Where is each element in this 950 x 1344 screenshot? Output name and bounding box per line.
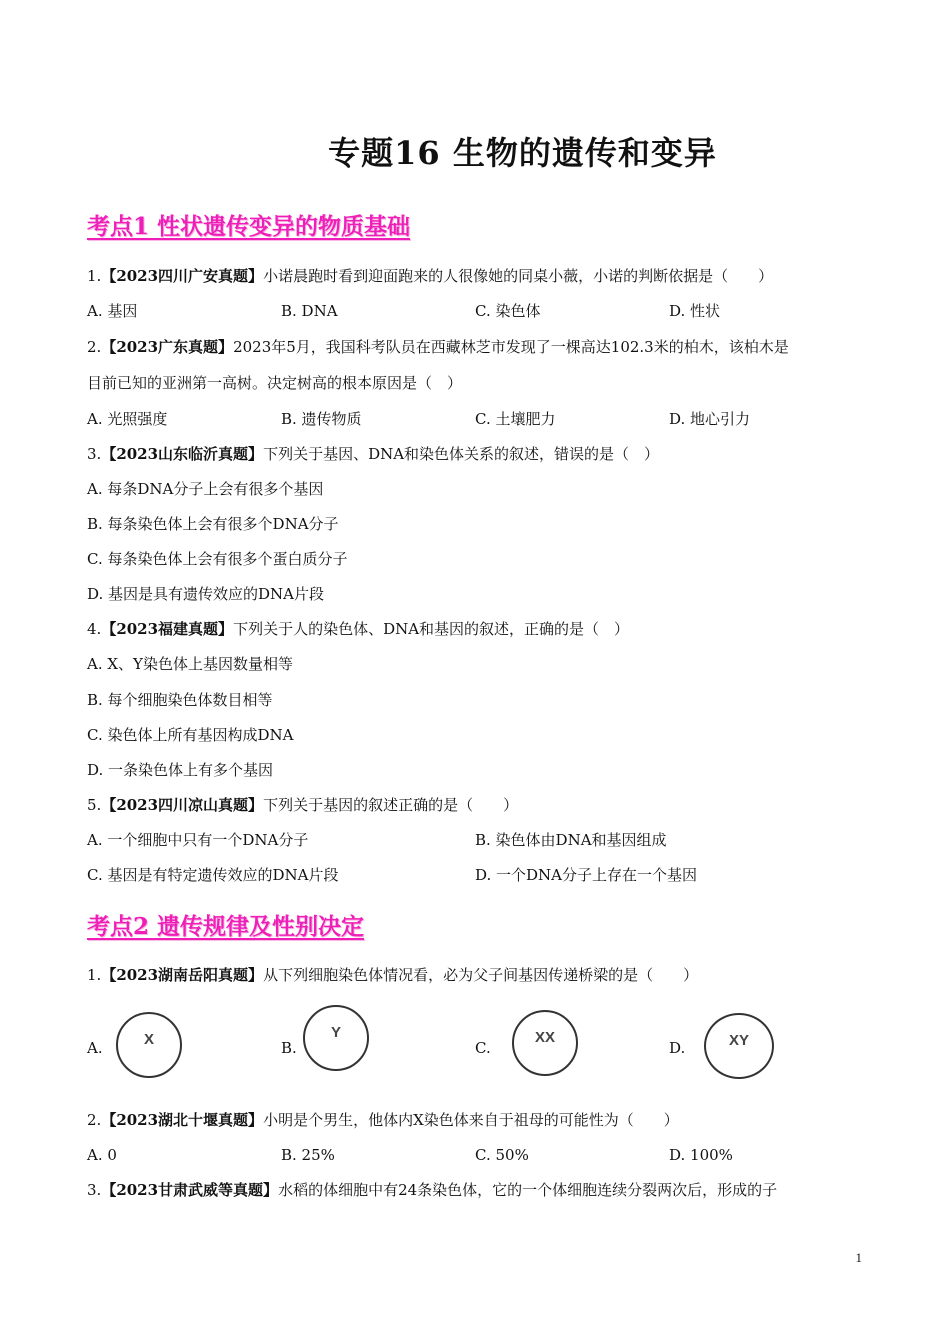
option-b: B. 遗传物质 <box>281 410 362 428</box>
question-1-3 <box>87 444 659 464</box>
option-c: C. 土壤肥力 <box>475 410 556 428</box>
option-c: C. 50% <box>475 1146 529 1164</box>
question-source-tag: 【2023四川凉山真题】 <box>101 796 264 814</box>
option-a: A. X、Y染色体上基因数量相等 <box>87 655 293 673</box>
page-title: 专题16 生物的遗传和变异 <box>328 134 717 172</box>
option-label: B. <box>281 1039 297 1057</box>
cell-circle-diagram <box>512 1010 578 1076</box>
option-a: A. 光照强度 <box>87 410 168 428</box>
option-d: D. 地心引力 <box>669 410 751 428</box>
question-source-tag: 【2023甘肃武威等真题】 <box>101 1181 279 1199</box>
option-d: D. 100% <box>669 1146 733 1164</box>
question-stem: 下列关于人的染色体、DNA和基因的叙述，正确的是（ ） <box>233 620 630 638</box>
option-d: D. 一个DNA分子上存在一个基因 <box>475 866 698 884</box>
option-d: D. 性状 <box>669 302 721 320</box>
question-stem: 2023年5月，我国科考队员在西藏林芝市发现了一棵高达102.3米的柏木，该柏木是 <box>233 338 789 356</box>
option-c: C. 染色体 <box>475 302 541 320</box>
page-number: 1 <box>855 1250 862 1265</box>
cell-circle-diagram <box>704 1013 774 1079</box>
option-a: A. 基因 <box>87 302 138 320</box>
section-heading-2: 考点2 遗传规律及性别决定 <box>87 913 365 940</box>
question-stem: 水稻的体细胞中有24条染色体，它的一个体细胞连续分裂两次后，形成的子 <box>278 1181 778 1199</box>
option-d: D. 基因是具有遗传效应的DNA片段 <box>87 585 325 603</box>
question-source-tag: 【2023四川广安真题】 <box>101 267 264 285</box>
question-number: 3. <box>87 1181 102 1199</box>
question-source-tag: 【2023福建真题】 <box>101 620 234 638</box>
question-1-4 <box>87 619 629 639</box>
question-stem: 下列关于基因、DNA和染色体关系的叙述，错误的是（ ） <box>263 445 660 463</box>
question-number: 1. <box>87 267 102 285</box>
question-1-2 <box>87 337 789 357</box>
question-number: 5. <box>87 796 102 814</box>
option-b: B. 25% <box>281 1146 335 1164</box>
cell-circle-diagram <box>116 1012 182 1078</box>
option-d: D. 一条染色体上有多个基因 <box>87 761 274 779</box>
option-a: A. 0 <box>87 1146 117 1164</box>
question-2-2 <box>87 1110 679 1130</box>
question-stem: 下列关于基因的叙述正确的是（ ） <box>263 796 519 814</box>
question-source-tag: 【2023湖南岳阳真题】 <box>101 966 264 984</box>
question-source-tag: 【2023湖北十堰真题】 <box>101 1111 264 1129</box>
question-2-3 <box>87 1180 777 1200</box>
question-stem: 从下列细胞染色体情况看，必为父子间基因传递桥梁的是（ ） <box>263 966 699 984</box>
option-c: C. 染色体上所有基因构成DNA <box>87 726 294 744</box>
question-number: 2. <box>87 338 102 356</box>
option-b: B. DNA <box>281 302 338 320</box>
question-stem: 小诺晨跑时看到迎面跑来的人很像她的同桌小薇，小诺的判断依据是（ ） <box>263 267 774 285</box>
option-label: A. <box>87 1039 103 1057</box>
question-number: 3. <box>87 445 102 463</box>
question-stem-continued: 目前已知的亚洲第一高树。决定树高的根本原因是（ ） <box>87 374 463 392</box>
option-b: B. 每条染色体上会有很多个DNA分子 <box>87 515 339 533</box>
question-source-tag: 【2023山东临沂真题】 <box>101 445 264 463</box>
chromosome-label: X <box>143 1030 154 1048</box>
option-a: A. 每条DNA分子上会有很多个基因 <box>87 480 324 498</box>
section-heading-1: 考点1 性状遗传变异的物质基础 <box>87 213 411 240</box>
question-1-5 <box>87 795 518 815</box>
option-a: A. 一个细胞中只有一个DNA分子 <box>87 831 309 849</box>
chromosome-label: XX <box>534 1028 555 1046</box>
option-label: C. <box>475 1039 491 1057</box>
question-2-1 <box>87 965 698 985</box>
question-number: 4. <box>87 620 102 638</box>
option-b: B. 染色体由DNA和基因组成 <box>475 831 667 849</box>
option-label: D. <box>669 1039 686 1057</box>
chromosome-label: XY <box>728 1031 749 1049</box>
question-source-tag: 【2023广东真题】 <box>101 338 234 356</box>
cell-circle-diagram <box>303 1005 369 1071</box>
question-1-1 <box>87 266 773 286</box>
question-number: 1. <box>87 966 102 984</box>
option-b: B. 每个细胞染色体数目相等 <box>87 691 273 709</box>
question-number: 2. <box>87 1111 102 1129</box>
chromosome-label: Y <box>330 1023 341 1041</box>
option-c: C. 每条染色体上会有很多个蛋白质分子 <box>87 550 348 568</box>
option-c: C. 基因是有特定遗传效应的DNA片段 <box>87 866 339 884</box>
question-stem: 小明是个男生，他体内X染色体来自于祖母的可能性为（ ） <box>263 1111 679 1129</box>
